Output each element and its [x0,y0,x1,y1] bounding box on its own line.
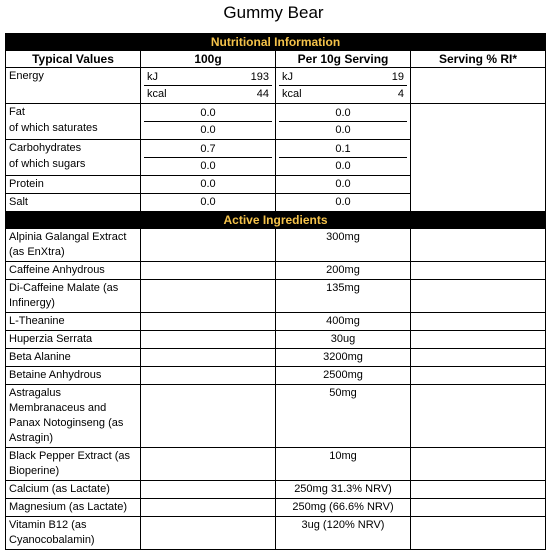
ingredient-ri-cell [411,481,546,499]
ingredient-100g-cell [141,448,276,481]
ingredient-amount: 135mg [276,280,411,313]
carbohydrates-100g: 0.7 [200,143,216,155]
ingredient-amount: 250mg 31.3% NRV) [276,481,411,499]
active-ingredients-band-label: Active Ingredients [6,212,546,229]
energy-kj-100g: 193 [250,71,269,83]
ingredient-amount: 10mg [276,448,411,481]
saturates-label: of which saturates [9,122,98,134]
ingredient-row [6,499,546,517]
energy-kcal-unit: kcal [147,88,167,100]
energy-kj-serving: 19 [391,71,404,83]
fat-row [6,104,546,140]
ingredient-ri-cell [411,280,546,313]
ingredient-row [6,331,546,349]
energy-kj-unit-serving: kJ [282,71,293,83]
energy-kcal-100g: 44 [256,88,269,100]
ingredient-100g-cell [141,262,276,280]
ingredient-ri-cell [411,499,546,517]
ingredient-name: Black Pepper Extract (as Bioperine) [6,448,141,481]
ingredient-100g-cell [141,385,276,448]
fat-100g-cell [141,104,276,140]
ingredient-row [6,229,546,262]
ingredient-100g-cell [141,517,276,550]
carbohydrates-label: Carbohydrates [9,142,82,154]
ingredient-amount: 250mg (66.6% NRV) [276,499,411,517]
ingredient-name: Vitamin B12 (as Cyanocobalamin) [6,517,141,550]
ingredient-row [6,349,546,367]
ingredient-row [6,448,546,481]
sugars-label: of which sugars [9,158,86,170]
ingredient-ri-cell [411,517,546,550]
ingredient-100g-cell [141,229,276,262]
ingredient-100g-cell [141,367,276,385]
sugars-100g: 0.0 [144,157,272,174]
nutrition-band [6,34,546,51]
fat-100g: 0.0 [200,107,216,119]
ingredient-row [6,481,546,499]
ingredient-name: Astragalus Membranaceus and Panax Notoginseng (as Astragin) [6,385,141,448]
ingredient-name: Betaine Anhydrous [6,367,141,385]
saturates-serving: 0.0 [279,121,407,138]
ingredient-row [6,280,546,313]
ingredient-ri-cell [411,367,546,385]
salt-serving: 0.0 [276,194,411,212]
salt-100g: 0.0 [141,194,276,212]
ingredient-ri-cell [411,262,546,280]
header-typical-values: Typical Values [6,51,141,68]
ingredient-name: Caffeine Anhydrous [6,262,141,280]
ingredient-ri-cell [411,385,546,448]
ingredient-row [6,313,546,331]
ingredient-name: Di-Caffeine Malate (as Infinergy) [6,280,141,313]
header-100g: 100g [141,51,276,68]
header-row [6,51,546,68]
ingredient-amount: 3ug (120% NRV) [276,517,411,550]
ingredient-row [6,517,546,550]
ingredient-name: Beta Alanine [6,349,141,367]
ingredient-name: Calcium (as Lactate) [6,481,141,499]
ingredient-amount: 3200mg [276,349,411,367]
ingredient-100g-cell [141,349,276,367]
sugars-serving: 0.0 [279,157,407,174]
protein-100g: 0.0 [141,176,276,194]
ingredient-row [6,367,546,385]
ingredient-name: L-Theanine [6,313,141,331]
ingredient-ri-cell [411,313,546,331]
energy-row [6,68,546,104]
fat-label-cell [6,104,141,140]
ingredient-ri-cell [411,331,546,349]
ingredient-name: Magnesium (as Lactate) [6,499,141,517]
protein-serving: 0.0 [276,176,411,194]
page-title: Gummy Bear [223,3,324,22]
carbohydrates-label-cell [6,140,141,176]
energy-kcal-unit-serving: kcal [282,88,302,100]
carbohydrates-100g-cell [141,140,276,176]
ingredient-100g-cell [141,481,276,499]
active-ingredients-body [6,229,546,550]
nutrition-table [5,33,546,550]
fat-label: Fat [9,106,25,118]
ingredient-100g-cell [141,499,276,517]
ingredient-amount: 300mg [276,229,411,262]
saturates-100g: 0.0 [144,121,272,138]
energy-label: Energy [6,68,141,104]
active-ingredients-band [6,212,546,229]
ingredient-100g-cell [141,331,276,349]
protein-label: Protein [6,176,141,194]
energy-kj-unit: kJ [147,71,158,83]
ingredient-ri-cell [411,229,546,262]
ingredient-ri-cell [411,448,546,481]
ingredient-100g-cell [141,280,276,313]
ingredient-100g-cell [141,313,276,331]
ingredient-amount: 200mg [276,262,411,280]
fat-serving: 0.0 [335,107,351,119]
fat-ri-cell [411,104,546,212]
ingredient-amount: 30ug [276,331,411,349]
salt-label: Salt [6,194,141,212]
ingredient-amount: 2500mg [276,367,411,385]
ingredient-ri-cell [411,349,546,367]
ingredient-row [6,385,546,448]
ingredient-amount: 50mg [276,385,411,448]
ingredient-amount: 400mg [276,313,411,331]
carbohydrates-serving-cell [276,140,411,176]
ingredient-row [6,262,546,280]
energy-serving-cell [276,68,411,104]
fat-serving-cell [276,104,411,140]
ingredient-name: Huperzia Serrata [6,331,141,349]
energy-kcal-serving: 4 [397,88,404,100]
nutrition-band-label: Nutritional Information [6,34,546,51]
header-serving-ri: Serving % RI* [411,51,546,68]
carbohydrates-serving: 0.1 [335,143,351,155]
energy-ri-cell [411,68,546,104]
header-per-serving: Per 10g Serving [276,51,411,68]
ingredient-name: Alpinia Galangal Extract (as EnXtra) [6,229,141,262]
energy-100g-cell [141,68,276,104]
